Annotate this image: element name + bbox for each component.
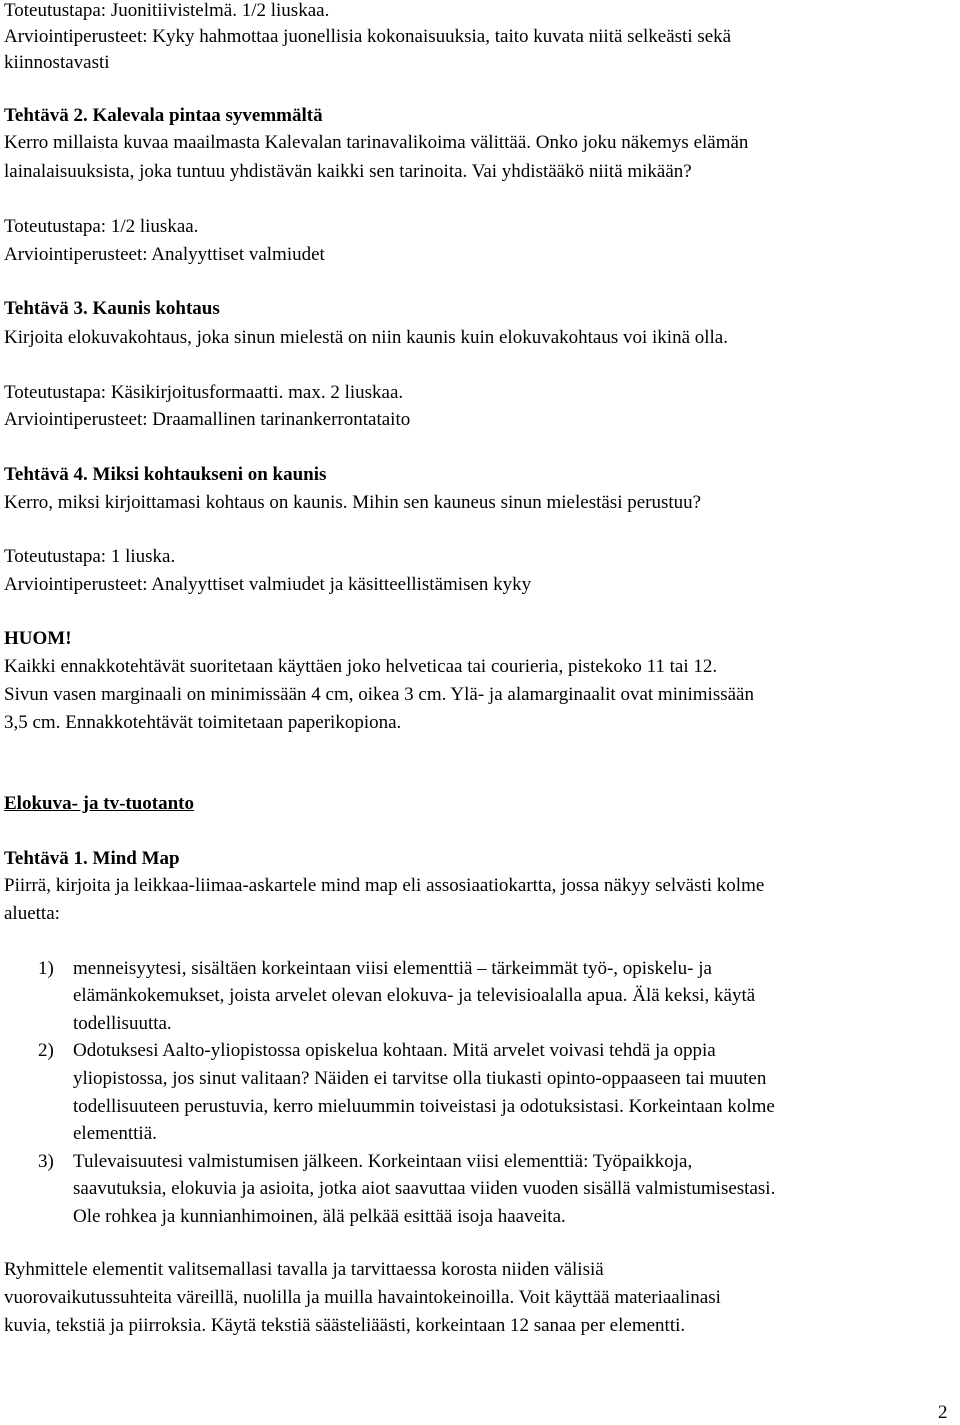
task-3-criteria: Arviointiperusteet: Draamallinen tarinankerrontataito <box>4 409 411 430</box>
criteria-line-cont: kiinnostavasti <box>4 52 110 73</box>
task-4-criteria: Arviointiperusteet: Analyyttiset valmiudet ja käsitteellistämisen kyky <box>4 574 532 595</box>
task-3-method: Toteutustapa: Käsikirjoitusformaatti. max. 2 liuskaa. <box>4 382 404 403</box>
list-item-line: elämänkokemukset, joista arvelet olevan elokuva- ja televisioalalla apua. Älä keksi, käytä <box>73 985 756 1006</box>
list-item-number: 3) <box>38 1151 54 1172</box>
closing-line: Ryhmittele elementit valitsemallasi tavalla ja tarvittaessa korosta niiden välisiä <box>4 1259 604 1280</box>
criteria-line: Arviointiperusteet: Kyky hahmottaa juonellisia kokonaisuuksia, taito kuvata niitä selkeästi sekä <box>4 26 732 47</box>
task-4-method: Toteutustapa: 1 liuska. <box>4 546 176 567</box>
notice-title: HUOM! <box>4 628 72 649</box>
task-2-heading <box>4 105 323 127</box>
task-heading-title: Miksi kohtaukseni on kaunis <box>92 464 327 485</box>
task-heading-prefix: Tehtävä 2. <box>4 105 88 126</box>
task-2-method: Toteutustapa: 1/2 liuskaa. <box>4 216 199 237</box>
task-3-body-line: Kirjoita elokuvakohtaus, joka sinun mielestä on niin kaunis kuin elokuvakohtaus voi ikinä olla. <box>4 327 728 348</box>
list-item-line: Ole rohkea ja kunnianhimoinen, älä pelkää esittää isoja haaveita. <box>73 1206 566 1227</box>
list-item-line: todellisuuteen perustuvia, kerro mieluummin toiveistasi ja odotuksistasi. Korkeintaan kolme <box>73 1096 775 1117</box>
task-heading-prefix: Tehtävä 4. <box>4 464 88 485</box>
method-line: Toteutustapa: Juonitiivistelmä. 1/2 liuskaa. <box>4 0 330 21</box>
notice-line: 3,5 cm. Ennakkotehtävät toimitetaan paperikopiona. <box>4 712 402 733</box>
task-2-criteria: Arviointiperusteet: Analyyttiset valmiudet <box>4 244 325 265</box>
list-item-line: elementtiä. <box>73 1123 157 1144</box>
task-heading-title: Kaunis kohtaus <box>92 298 220 319</box>
task-2-body-line: Kerro millaista kuvaa maailmasta Kalevalan tarinavalikoima välittää. Onko joku näkemys elämän <box>4 132 749 153</box>
list-item-line: yliopistossa, jos sinut valitaan? Näiden ei tarvitse olla tiukasti opinto-oppaaseen tai muuten <box>73 1068 767 1089</box>
task-2-body-line: lainalaisuuksista, joka tuntuu yhdistävän kaikki sen tarinoita. Vai yhdistääkö niitä mikään? <box>4 161 692 182</box>
list-item-number: 1) <box>38 958 54 979</box>
task-4-heading <box>4 464 326 486</box>
task-1-intro-line: Piirrä, kirjoita ja leikkaa-liimaa-askartele mind map eli assosiaatiokartta, jossa näkyy selvästi kolme <box>4 875 765 896</box>
task-heading-title: Mind Map <box>92 848 180 869</box>
list-item-line: Odotuksesi Aalto-yliopistossa opiskelua kohtaan. Mitä arvelet voivasi tehdä ja oppia <box>73 1040 716 1061</box>
page-number: 2 <box>938 1402 948 1423</box>
notice-line: Sivun vasen marginaali on minimissään 4 cm, oikea 3 cm. Ylä- ja alamarginaalit ovat minimissään <box>4 684 754 705</box>
list-item-line: Tulevaisuutesi valmistumisen jälkeen. Korkeintaan viisi elementtiä: Työpaikkoja, <box>73 1151 693 1172</box>
notice-line: Kaikki ennakkotehtävät suoritetaan käyttäen joko helveticaa tai courieria, pistekoko 11 tai 12. <box>4 656 718 677</box>
task-heading-prefix: Tehtävä 1. <box>4 848 88 869</box>
list-item-line: menneisyytesi, sisältäen korkeintaan viisi elementtiä – tärkeimmät työ-, opiskelu- ja <box>73 958 712 979</box>
task-heading-title: Kalevala pintaa syvemmältä <box>92 105 323 126</box>
task-1-intro-line: aluetta: <box>4 903 60 924</box>
task-4-body-line: Kerro, miksi kirjoittamasi kohtaus on kaunis. Mihin sen kauneus sinun mielestäsi perustuu? <box>4 492 702 513</box>
program-title: Elokuva- ja tv-tuotanto <box>4 793 195 814</box>
closing-line: kuvia, tekstiä ja piirroksia. Käytä tekstiä säästeliäästi, korkeintaan 12 sanaa per elementti. <box>4 1315 686 1336</box>
list-item-line: saavutuksia, elokuvia ja asioita, jotka aiot saavuttaa viiden vuoden sisällä valmistumisestasi. <box>73 1178 776 1199</box>
task-3-heading <box>4 298 220 320</box>
list-item-line: todellisuutta. <box>73 1013 172 1034</box>
task-heading-prefix: Tehtävä 3. <box>4 298 88 319</box>
list-item-number: 2) <box>38 1040 54 1061</box>
closing-line: vuorovaikutussuhteita väreillä, nuolilla ja muilla havaintokeinoilla. Voit käyttää materiaalinasi <box>4 1287 721 1308</box>
task-1-heading <box>4 848 180 870</box>
